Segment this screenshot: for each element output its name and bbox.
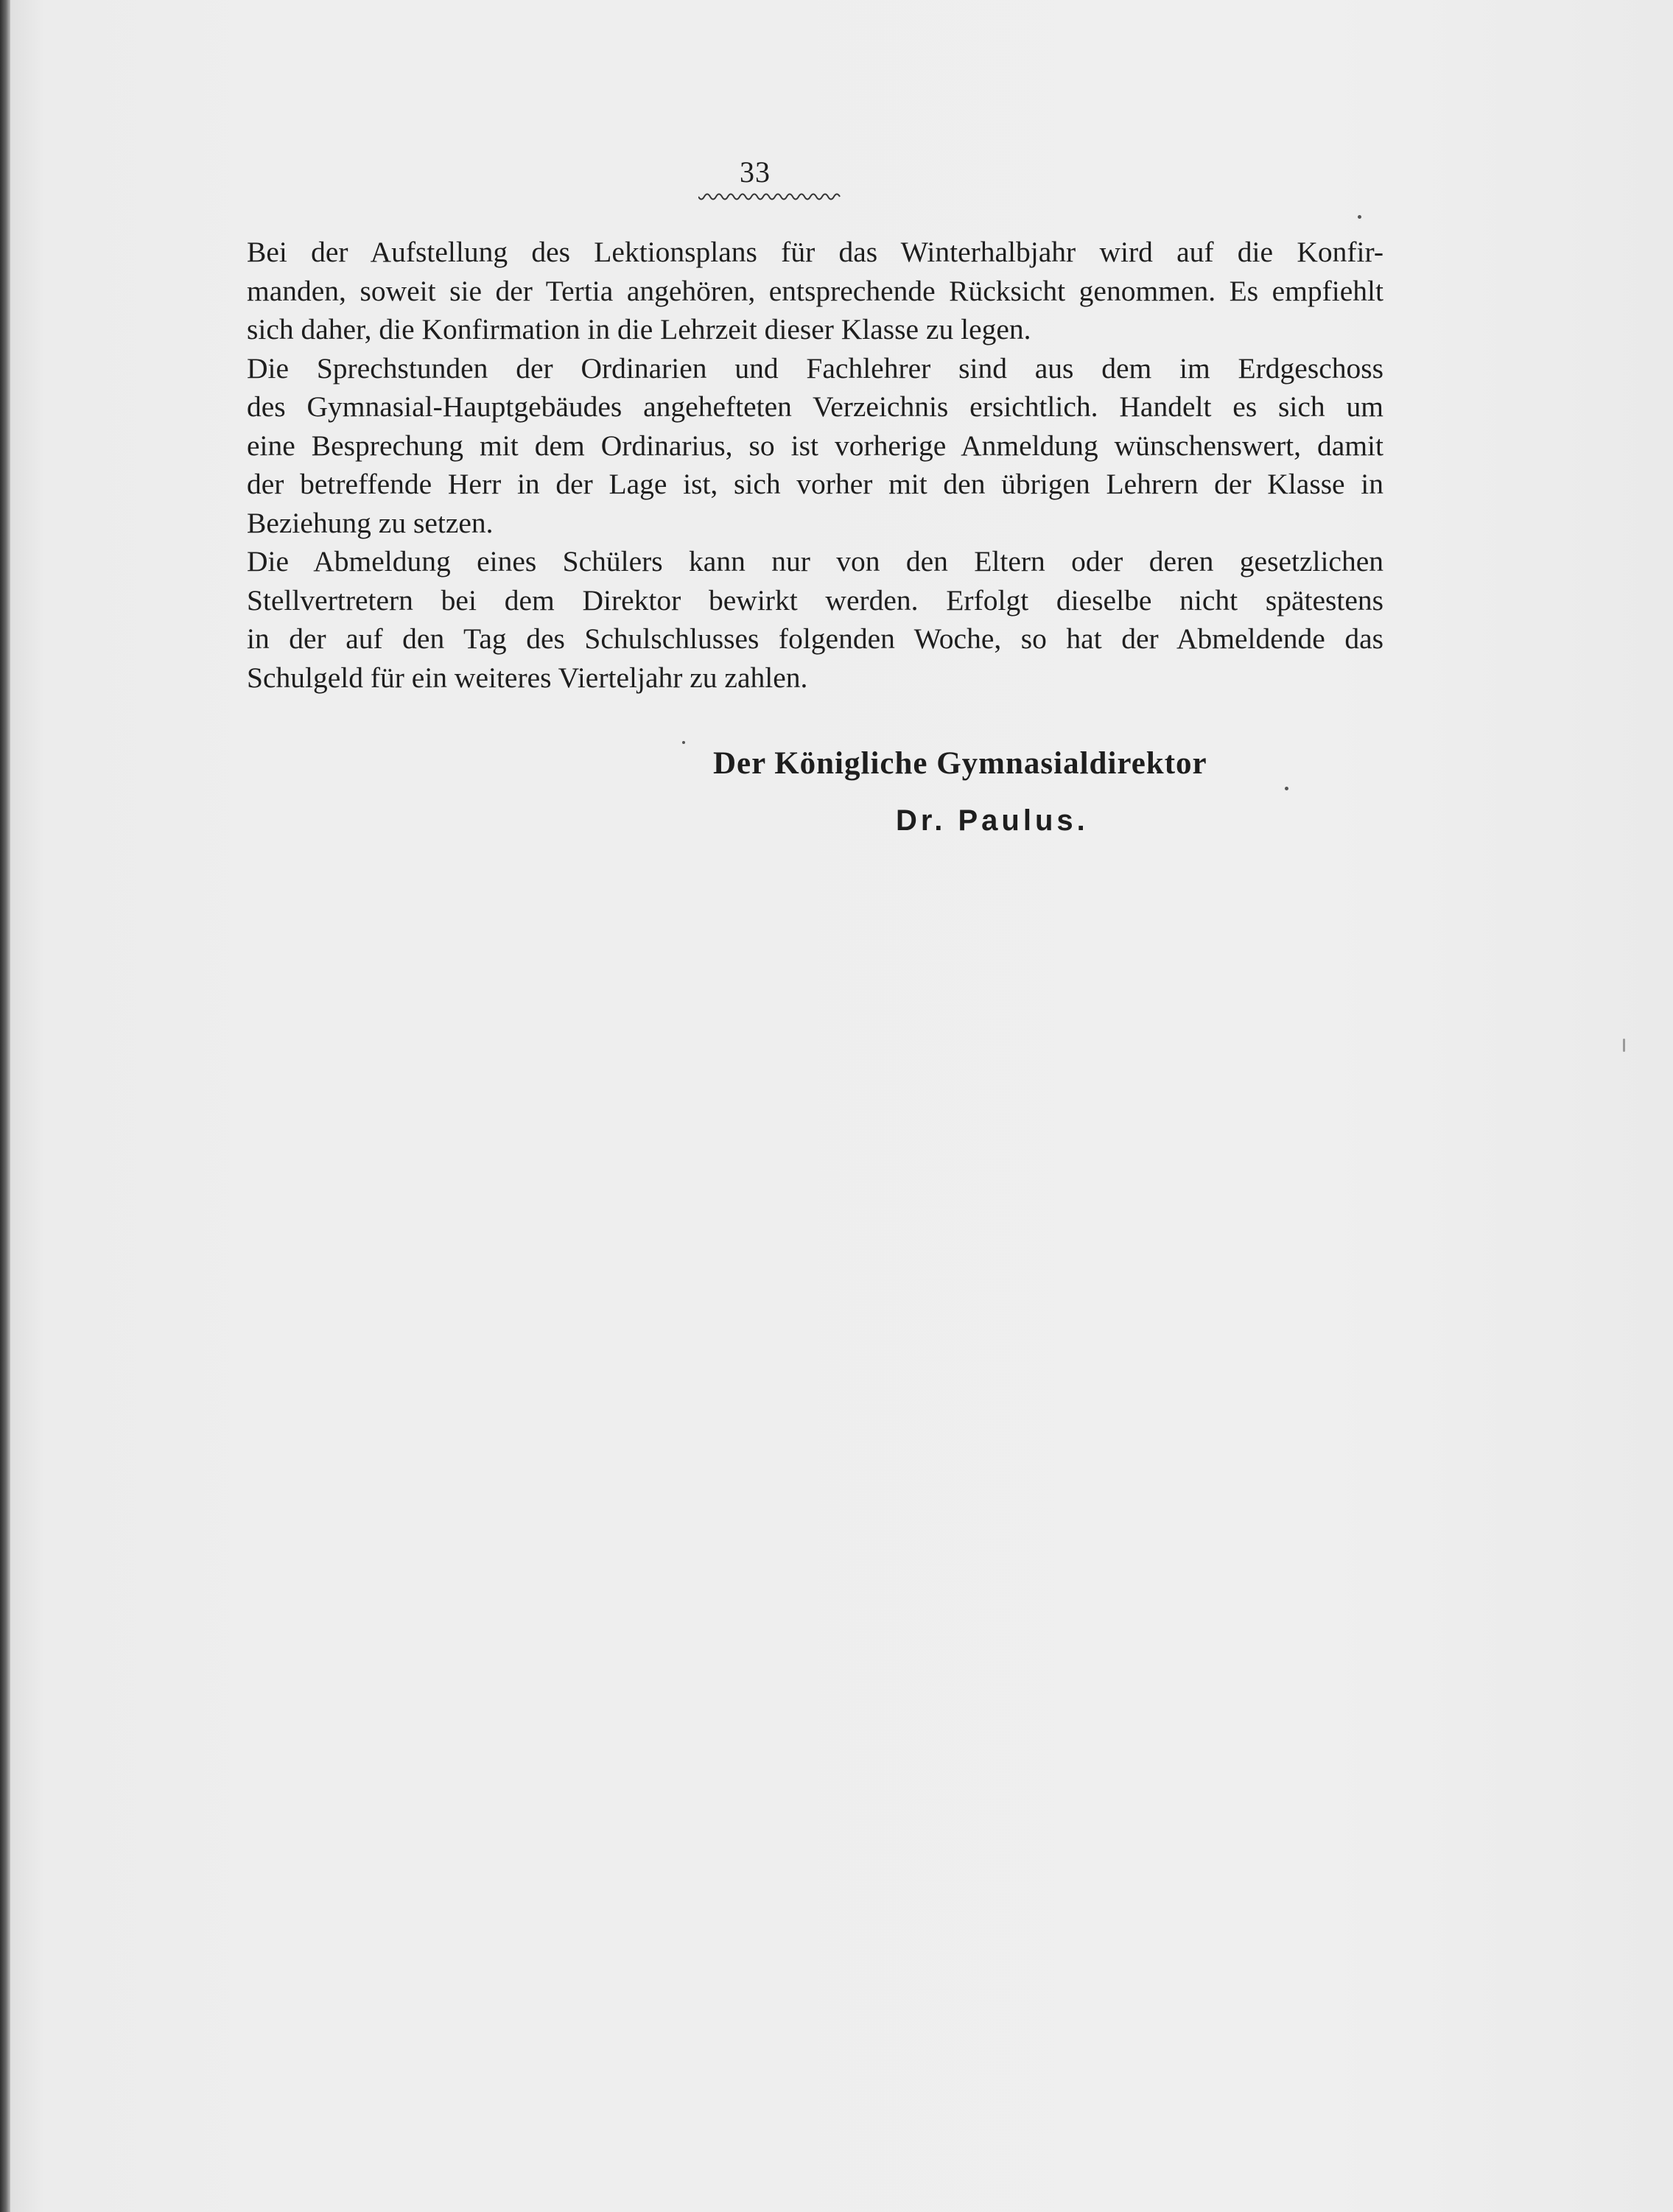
scan-speck [1623,1039,1625,1052]
paragraph-confirmation [155,233,1383,349]
body-text [155,233,1383,697]
paragraph-deregistration [155,542,1383,697]
scan-speck [1285,787,1288,790]
signature-name: Dr. Paulus. [896,804,1089,837]
page-binding-edge [0,0,10,2212]
scan-speck [1358,215,1361,219]
text-line: Stellvertretern bei dem Direktor bewirkt werden. Erfolgt dieselbe nicht spätestens [247,583,1383,617]
paragraph-office-hours [155,349,1383,543]
text-line: Schulgeld für ein weiteres Vierteljahr zu zahlen. [247,661,808,694]
text-line: des Gymnasial-Hauptgebäudes angehefteten Verzeichnis ersichtlich. Handelt es sich um [247,390,1383,423]
text-line: der betreffende Herr in der Lage ist, sich vorher mit den übrigen Lehrern der Klasse in [247,468,1383,500]
signature-title: Der Königliche Gymnasialdirektor [713,746,1207,781]
text-line: manden, soweit sie der Tertia angehören, entsprechende Rücksicht genommen. Es empfiehlt [247,274,1383,307]
text-line: eine Besprechung mit dem Ordinarius, so ist vorherige Anmeldung wünschenswert, damit [247,429,1383,462]
text-line: Die Abmeldung eines Schülers kann nur von den Eltern oder deren gesetzlichen [247,545,1383,577]
text-line: Die Sprechstunden der Ordinarien und Fachlehrer sind aus dem im Erdgeschoss [247,351,1383,385]
text-line: Bei der Aufstellung des Lektionsplans für das Winterhalbjahr wird auf die Konfir- [247,236,1383,268]
page-number: 33 [740,155,771,189]
text-line: in der auf den Tag des Schulschlusses folgenden Woche, so hat der Abmeldende das [247,622,1383,655]
text-line: Beziehung zu setzen. [247,506,494,539]
scan-speck [682,741,685,744]
text-line: sich daher, die Konfirmation in die Lehrzeit dieser Klasse zu legen. [247,313,1031,345]
page-number-ornament [698,193,841,203]
